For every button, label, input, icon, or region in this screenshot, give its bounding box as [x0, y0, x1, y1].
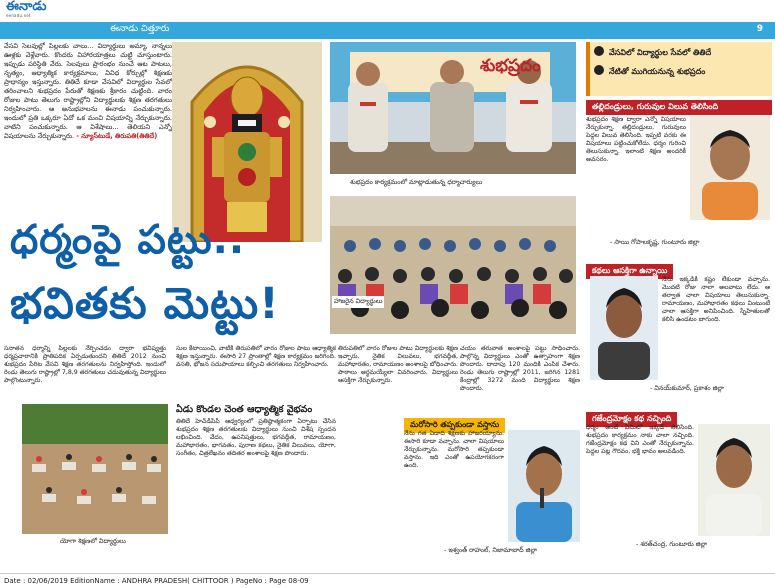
masthead — [0, 0, 775, 22]
eenadu-logo: ఈనాడు eenadu.net — [6, 0, 47, 18]
headline-1: ధర్మంపై పట్టు.. — [10, 217, 246, 263]
profile-photo-2 — [590, 276, 658, 380]
profile-card-4: మరోసారి తప్పకుండా వస్తాను నేను గత ఏడాది శిక్షణకు హాజరయ్యాను. ఈసారి కూడా వచ్చాను. చాలా విషయాలు నేర్చుకున్నాను. మరోసారి తప్పకుండా వస్తాను. ఇది ఎంతో ఉపయోగకరంగా ఉంది. - ఇశ్వంత్ రాహుల్, నిజామాబాద్ జిల్లా — [404, 412, 582, 560]
photo3-caption: యోగా శిక్షణలో విద్యార్థులు — [60, 537, 126, 545]
stage-photo — [330, 42, 576, 174]
sub-headline: ఏడు కొండల చెంత ఆధ్యాత్మిక వైభవం — [176, 404, 313, 415]
intro-text: వేసవి సెలవుల్లో పిల్లలకు చాలు... విద్యార్థులు అమ్మా, నాన్నలు ఊళ్లకు వెళ్లేవారు. కొందరు విహారయాత్రలు చుట్టి చూస్తుంటారు. ఇప్పుడు పరిస్థితి వేరు. సెలవులు ప్రారంభం నుంచే ఆట పాటలు, నృత్యం, ఆధ్యాత్మిక కార్యక్రమాలు, వివిధ కోర్సుల్లో శిక్షణకు ప్రాధాన్యం ఇస్తున్నారు. తితిదే కూడా వేసవిలో విద్యార్థుల సేవలో తరించాలని శుభప్రదం పేరుతో శిక్షణకు శ్రీకారం చుట్టింది. వారం రోజుల పాటు తెలుగు రాష్ట్రాల్లోని విద్యార్థులకు శిక్షణ తరగతులు నిర్వహించారు. ఆ అనుభవాలను ఈనాడు పంచుకున్నారు. ఇందులో ప్రతి ఒక్కరూ ఏదో ఒక మంచి విషయాన్ని నేర్చుకున్నారు. వాటిని పంచుకున్నారు. ఆ విశేషాలు... తెలియని ఎన్నో విషయాలను నేర్చుకున్నారు. - న్యూస్‌టుడే, తిరుపతి(తితిదే) — [4, 42, 172, 140]
profile-photo-4 — [508, 430, 580, 542]
yoga-photo — [22, 404, 168, 534]
body-col-3: తిరుపతిలో వారం రోజుల పాటు విద్యార్థులకు శిక్షణ ఇచ్చారు. నైతిక విలువలు, భగవద్గీత, మహాభారతం, రామాయణం అంశాలపై బోధించారు. పాఠాలు అర్థమయ్యేలా వివరించారు. విద్యార్థులు ఆసక్తిగా నేర్చుకున్నారు. — [338, 345, 458, 385]
stage-sign: శుభప్రదం — [480, 56, 541, 76]
photo1-caption: శుభప్రదం కార్యక్రమంలో మాట్లాడుతున్న ధర్మాచార్యులు — [350, 178, 483, 186]
profile-photo-1 — [690, 116, 770, 220]
sub-body: తితిదే హెచ్‌డీపీపీ ఆధ్వర్యంలో ప్రతిష్ఠాత్మకంగా ఏర్పాటు చేసిన శుభప్రదం శిక్షణ తరగతులకు విద్యార్థులు నుంచి విశేష స్పందన లభించింది. వేదం, ఉపనిషత్తులు, భగవద్గీత, రామాయణం, మహాభారతం, భాగవతం, పురాణ కథలు, నైతిక విలువలు, యోగా, సంగీతం, చిత్రలేఖనం తదితర అంశాలపై శిక్షణ పొందారు. — [176, 418, 336, 458]
bullet-icon — [594, 65, 604, 75]
body-col-1: సనాతన ధర్మాన్ని పిల్లలకు నేర్పించడం ద్వారా భవిష్యత్తు ధర్మప్రచారానికి ప్రాతిపదిక ఏర్పడుతుందని తితిదే 2012 నుంచి శుభప్రదం పేరిట వేసవి శిక్షణ తరగతులను నిర్వహిస్తోంది. ఇందులో రెండు తెలుగు రాష్ట్రాల్లో 7,8,9 తరగతులు చదువుతున్న విద్యార్థులు పాల్గొంటున్నారు. — [4, 345, 166, 385]
side-banner: వేసవిలో విద్యార్థుల సేవలో తితిదే నేటితో ముగియనున్న శుభప్రదం — [586, 42, 772, 96]
profile-card-3: గజేంద్రమోక్షం కథ నచ్చింది ధర్మం అంటే ఏమిటో ఇక్కడే తెలిసింది. శుభప్రదం కార్యక్రమం నాకు చాలా నచ్చింది. గజేంద్రమోక్షం కథ విని ఎంతో నేర్చుకున్నాను. పెద్దల పట్ల గౌరవం, భక్తి భావం అలవడింది. - శరత్‌చంద్ర, గుంటూరు జిల్లా — [586, 406, 772, 552]
deity-image — [172, 42, 322, 242]
students-photo — [330, 196, 576, 334]
bullet-icon — [594, 46, 604, 56]
page-footer: Date : 02/06/2019 EditionName : ANDHRA PRADESH( CHITTOOR ) PageNo : Page 08-09 — [0, 573, 775, 588]
edition-bar — [0, 22, 775, 39]
profile-photo-3 — [698, 424, 770, 536]
body-col-4: చయం తరువాత అంశాలపై పట్టు సాధించారు. పాల్గొన్న విద్యార్థులు ఎంతో ఉత్సాహంగా శిక్షణ పొందారు. దాదాపు 120 మందికి ఎంపిక చేశారు. రెండు తెలుగు రాష్ట్రాల్లో 2011, జరిగిన 1281 కేంద్రాల్లో 3272 మంది విద్యార్థులు శిక్షణ పొందారు. — [460, 345, 580, 393]
page-number: 9 — [756, 24, 763, 34]
profile-card-1: తల్లిదండ్రులు, గురువుల విలువ తెలిసింది శుభప్రదం శిక్షణ ద్వారా ఎన్నో విషయాలు నేర్చుకున్నా. తల్లిదండ్రులు, గురువులు పెద్దల విలువ తెలిసింది. ఇప్పటి వరకు ఈ విషయాలు పట్టించుకోలేదు. ధర్మం గురించి తెలుసుకున్నా. ఇలాంటి శిక్షణ అందరికీ అవసరం. - సాయి గోపాలకృష్ణ, గుంటూరు జిల్లా — [586, 100, 772, 250]
headline-2: భవితకు మెట్టు! — [10, 279, 280, 329]
edition-title: ఈనాడు చిత్తూరు — [110, 24, 170, 34]
photo2-caption: హాజరైన విద్యార్థులు — [332, 296, 384, 308]
body-col-2: సుల కేటాయించి, వాటికి తిరుపతిలో వారం రోజుల పాటు ఆధ్యాత్మిక శిక్షణ ఇస్తున్నారు. ఈసారి 27 ప్రాంతాల్లో శిక్షణ కార్యక్రమం జరిగింది. వసతి, భోజన సదుపాయాలు కల్పించి తరగతులు నిర్వహించారు. — [176, 345, 336, 369]
profile-card-2: కథలు ఆసక్తిగా ఉన్నాయి నేను ఇక్కడికి కష్టం లేకుండా వచ్చాను. మొదటి రోజు నాలా అలవాటు లేదు. ఆ తర్వాత చాలా విషయాలు తెలుసుకున్నా. రామాయణం, మహాభారతం కథలు వింటుంటే చాలా ఆసక్తిగా అనిపించింది. స్నేహితులతో కలిసి ఉండటం బాగుంది. - వినయ్‌కుమార్, ప్రకాశం జిల్లా — [586, 258, 772, 398]
